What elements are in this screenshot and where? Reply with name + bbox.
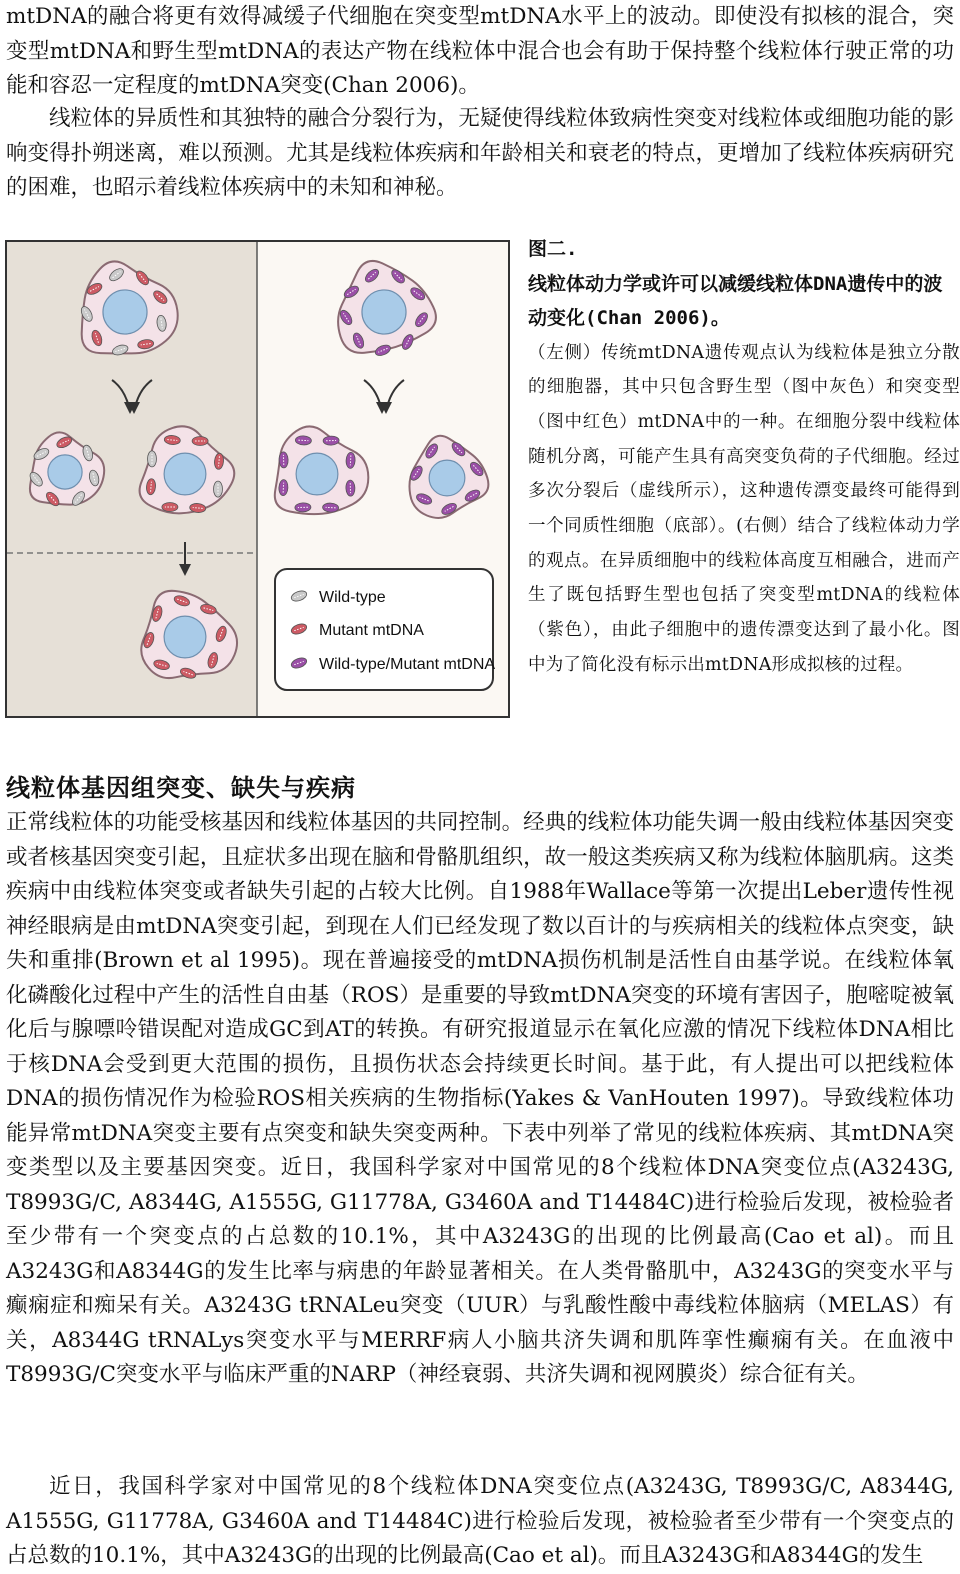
mixed-mitochondrion [323,436,339,446]
intro-paragraph-2: 线粒体的异质性和其独特的融合分裂行为，无疑使得线粒体致病性突变对线粒体或细胞功能的影响变得扑朔迷离，难以预测。尤其是线粒体疾病和年龄相关和衰老的特点，更增加了线粒体疾病研究的困难，也昭示着线粒体疾病中的未知和神秘。 [6,102,954,206]
nucleus [429,460,465,496]
caption-body: （左侧）传统mtDNA遗传观点认为线粒体是独立分散的细胞器，其中只包含野生型（图中灰色）和突变型（图中红色）mtDNA中的一种。在细胞分裂中线粒体随机分离，可能产生具有高突变负荷的子代细胞。经过多次分裂后（虚线所示），这种遗传漂变最终可能得到一个同质性细胞（底部）。(右侧）结合了线粒体动力学的观点。在异质细胞中的线粒体高度互相融合，进而产生了既包括野生型也包括了突变型mtDNA的线粒体（紫色），由此子细胞中的遗传漂变达到了最小化。图中为了简化没有标示出mtDNA形成拟核的过程。 [528,336,960,683]
intro-paragraph-1: mtDNA的融合将更有效得减缓子代细胞在突变型mtDNA水平上的波动。即使没有拟核的混合，突变型mtDNA和野生型mtDNA的表达产物在线粒体中混合也会有助于保持整个线粒体行驶正常的功能和容忍一定程度的mtDNA突变(Chan 2006)。 [6,0,954,104]
nucleus [164,453,206,495]
section-paragraph-1: 正常线粒体的功能受核基因和线粒体基因的共同控制。经典的线粒体功能失调一般由线粒体基因突变或者核基因突变引起，且症状多出现在脑和骨骼肌组织，故一般这类疾病又称为线粒体脑肌病。这类疾病中由线粒体突变或者缺失引起的占较大比例。自1988年Wallace等第一次提出Leber遗传性视神经眼病是由mtDNA突变引起，到现在人们已经发现了数以百计的与疾病相关的线粒体点突变，缺失和重排(Brown et al 1995)。现在普遍接受的mtDNA损伤机制是活性自由基学说。在线粒体氧化磷酸化过程中产生的活性自由基（ROS）是重要的导致mtDNA突变的环境有害因子，胞嘧啶被氧化后与腺嘌呤错误配对造成GC到AT的转换。有研究报道显示在氧化应激的情况下线粒体DNA相比于核DNA会受到更大范围的损伤，且损伤状态会持续更长时间。基于此，有人提出可以把线粒体DNA的损伤情况作为检验ROS相关疾病的生物指标(Yakes & VanHouten 1997)。导致线粒体功能异常mtDNA突变主要有点突变和缺失突变两种。下表中列举了常见的线粒体疾病、其mtDNA突变类型以及主要基因突变。近日，我国科学家对中国常见的8个线粒体DNA突变位点(A3243G, T8993G/C, A8344G, A1555G, G11778A, G3460A and T14484C)进行检验后发现，被检验者至少带有一个突变点的占总数的10.1%，其中A3243G的出现的比例最高(Cao et al)。而且A3243G和A8344G的发生比率与病患的年龄显著相关。在人类骨骼肌中，A3243G的突变水平与癫痫症和痴呆有关。A3243G tRNALeu突变（UUR）与乳酸性酸中毒线粒体脑病（MELAS）有关，A8344G tRNALys突变水平与MERRF病人小脑共济失调和肌阵挛性癫痫有关。在血液中T8993G/C突变水平与临床严重的NARP（神经衰弱、共济失调和视网膜炎）综合征有关。 [6,806,954,1393]
section-heading: 线粒体基因组突变、缺失与疾病 [6,770,356,806]
nucleus [362,290,406,334]
caption-title: 线粒体动力学或许可以减缓线粒体DNA遗传中的波动变化(Chan 2006)。 [528,267,960,336]
legend-wild-type-label: Wild-type [319,589,386,606]
figure-illustration [7,242,508,716]
caption-label: 图二. [528,232,960,267]
nucleus [296,453,338,495]
legend-box [275,569,495,690]
wild-type-mitochondrion [148,451,157,467]
wild-type-mitochondrion [214,481,223,497]
mutant-mitochondrion [192,437,208,446]
section-paragraph-2: 近日，我国科学家对中国常见的8个线粒体DNA突变位点(A3243G, T8993G/C, A8344G, A1555G, G11778A, G3460A and T14484C)进行检验后发现，被检验者至少带有一个突变点的占总数的10.1%，其中A3243G的出现的比例最高(Cao et al)。而且A3243G和A8344G的发生 [6,1470,954,1574]
mixed-mitochondrion [279,452,289,468]
mtdna-dynamics-figure [5,240,510,718]
mutant-mitochondrion [162,503,178,512]
legend-mixed-label: Wild-type/Mutant mtDNA [319,656,495,673]
mixed-mitochondrion [346,480,356,496]
legend-mutant-label: Mutant mtDNA [319,622,424,639]
figure-caption [528,232,960,683]
nucleus [103,290,147,334]
nucleus [164,616,206,658]
nucleus [48,455,82,489]
mixed-mitochondrion [295,503,311,513]
